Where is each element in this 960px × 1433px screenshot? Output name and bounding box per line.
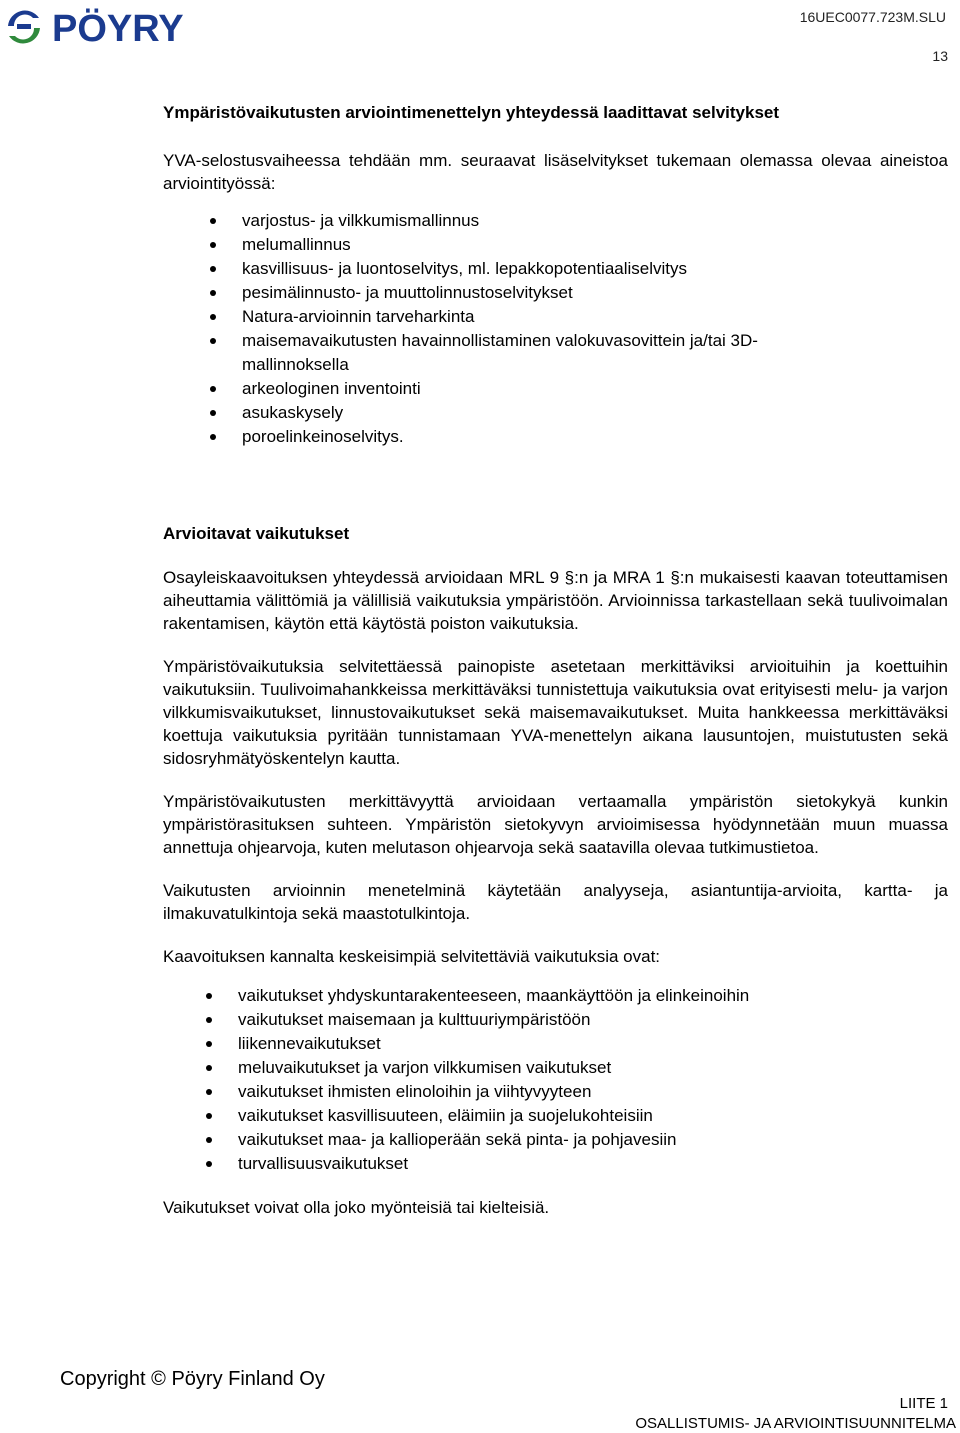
body-paragraph: Osayleiskaavoituksen yhteydessä arvioidaan MRL 9 §:n ja MRA 1 §:n mukaisesti kaavan toteuttamisen aiheuttamia välittömiä ja välillisiä vaikutuksia ympäristöön. Arvioinnissa tarkastellaan sekä tuulivoimalan rakentamisen, käytön että käytöstä poiston vaikutuksia.: [163, 568, 948, 633]
bullet-icon: [206, 1017, 212, 1023]
body-paragraph: Kaavoituksen kannalta keskeisimpiä selvitettäviä vaikutuksia ovat:: [163, 947, 661, 966]
list-item: vaikutukset yhdyskuntarakenteeseen, maankäyttöön ja elinkeinoihin: [163, 984, 948, 1008]
bullet-icon: [210, 434, 216, 440]
body-paragraph: Vaikutusten arvioinnin menetelminä käytetään analyyseja, asiantuntija-arvioita, kartta- ja ilmakuvatulkintoja sekä maastotulkintoja.: [163, 881, 948, 923]
body-paragraph: Ympäristövaikutuksia selvitettäessä painopiste asetetaan merkittäviksi arvioituihin ja koettuihin vaikutuksiin. Tuulivoimahankkeissa merkittäväksi tunnistettuja vaikutuksia ovat erityisesti melu- ja varjon vilkkumisvaikutukset, linnustovaikutukset sekä maisemavaikutukset. Muita hankkeessa merkittäväksi koettuja vaikutuksia pyritään tunnistamaan YVA-menettelyn aikana lausuntojen, muistutusten sekä sidosryhmätyöskentelyn kautta.: [163, 657, 948, 768]
impacts-list: [163, 984, 948, 1176]
section-heading-impacts: Arvioitavat vaikutukset: [163, 524, 350, 543]
list-item: meluvaikutukset ja varjon vilkkumisen vaikutukset: [163, 1056, 948, 1080]
studies-list: [163, 209, 948, 449]
list-item: varjostus- ja vilkkumismallinnus: [163, 209, 948, 233]
bullet-icon: [206, 1161, 212, 1167]
bullet-icon: [210, 338, 216, 344]
list-item: pesimälinnusto- ja muuttolinnustoselvitykset: [163, 281, 948, 305]
logo-emblem-icon: [8, 11, 40, 44]
attachment-title: OSALLISTUMIS- JA ARVIOINTISUUNNITELMA: [635, 1415, 956, 1432]
body-paragraph: Ympäristövaikutusten merkittävyyttä arvioidaan vertaamalla ympäristön sietokykyä kunkin ympäristörasituksen suhteen. Ympäristön sietokyvyn arvioimisessa hyödynnetään muun muassa annettuja ohjearvoja, kuten melutason ohjearvoja sekä saatavilla olevaa tutkimustietoa.: [163, 792, 948, 857]
copyright-notice: Copyright © Pöyry Finland Oy: [60, 1368, 325, 1390]
list-item: vaikutukset maa- ja kallioperään sekä pinta- ja pohjavesiin: [163, 1128, 948, 1152]
list-item: Natura-arvioinnin tarveharkinta: [163, 305, 948, 329]
list-item: kasvillisuus- ja luontoselvitys, ml. lepakkopotentiaaliselvitys: [163, 257, 948, 281]
list-item: arkeologinen inventointi: [163, 377, 948, 401]
bullet-icon: [206, 993, 212, 999]
bullet-icon: [210, 314, 216, 320]
list-item: maisemavaikutusten havainnollistaminen valokuvasovittein ja/tai 3D-mallinnoksella: [163, 329, 948, 377]
attachment-number: LIITE 1: [899, 1395, 948, 1412]
bullet-icon: [206, 1041, 212, 1047]
bullet-icon: [210, 242, 216, 248]
list-item: turvallisuusvaikutukset: [163, 1152, 948, 1176]
bullet-icon: [210, 386, 216, 392]
bullet-icon: [210, 410, 216, 416]
bullet-icon: [206, 1065, 212, 1071]
bullet-icon: [210, 290, 216, 296]
list-item: vaikutukset kasvillisuuteen, eläimiin ja suojelukohteisiin: [163, 1104, 948, 1128]
bullet-icon: [206, 1137, 212, 1143]
list-item: liikennevaikutukset: [163, 1032, 948, 1056]
list-item: poroelinkeinoselvitys.: [163, 425, 948, 449]
list-item: asukaskysely: [163, 401, 948, 425]
list-item: melumallinnus: [163, 233, 948, 257]
list-item: vaikutukset ihmisten elinoloihin ja viihtyvyyteen: [163, 1080, 948, 1104]
list-item: vaikutukset maisemaan ja kulttuuriympäristöön: [163, 1008, 948, 1032]
bullet-icon: [210, 218, 216, 224]
intro-paragraph: YVA-selostusvaiheessa tehdään mm. seuraavat lisäselvitykset tukemaan olemassa olevaa aineistoa arviointityössä:: [163, 151, 948, 193]
page-number: 13: [932, 48, 948, 64]
closing-paragraph: Vaikutukset voivat olla joko myönteisiä tai kielteisiä.: [163, 1198, 550, 1217]
document-id: 16UEC0077.723M.SLU: [799, 9, 946, 25]
bullet-icon: [210, 266, 216, 272]
poyry-logo: [4, 6, 240, 48]
section-heading-studies: Ympäristövaikutusten arviointimenettelyn yhteydessä laadittavat selvitykset: [163, 103, 780, 122]
bullet-icon: [206, 1113, 212, 1119]
bullet-icon: [206, 1089, 212, 1095]
logo-wordmark: PÖYRY: [52, 8, 184, 48]
section-studies: [163, 101, 948, 449]
section-impacts: [163, 522, 948, 1219]
